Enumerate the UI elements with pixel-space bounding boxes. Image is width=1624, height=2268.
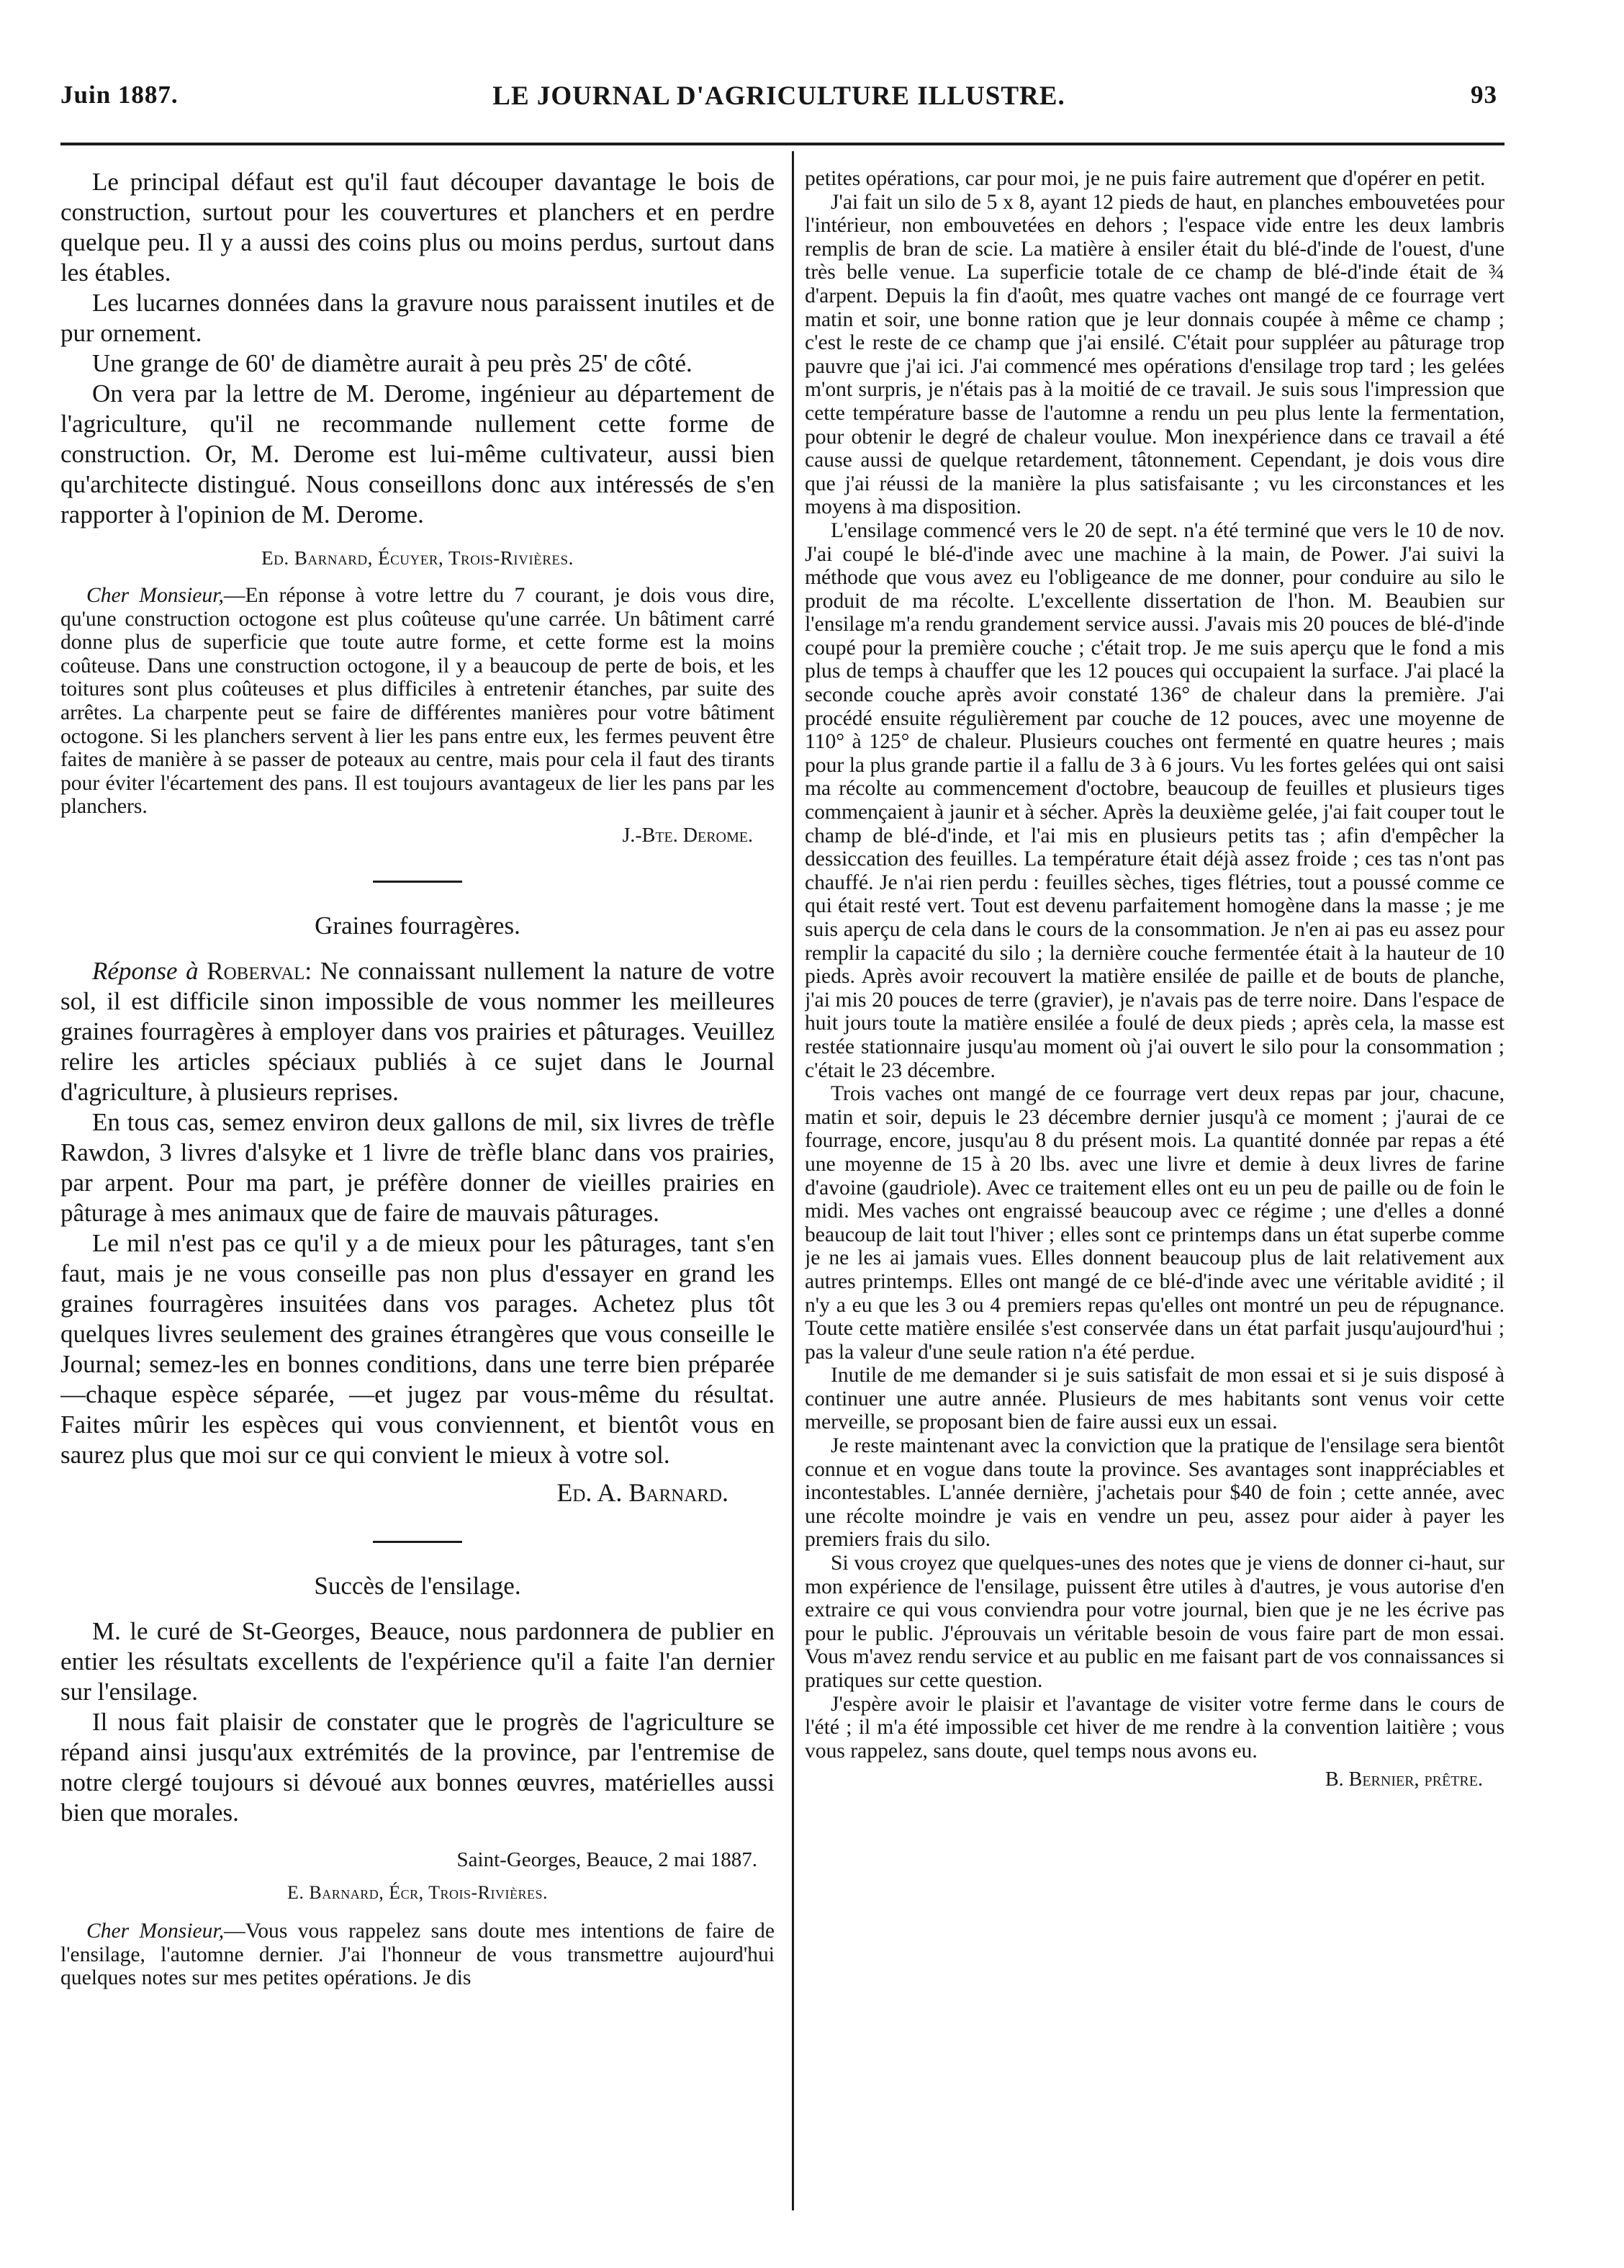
paragraph: M. le curé de St-Georges, Beauce, nous pardonnera de publier en entier les résultats excellents de l'expérience qu'il a faite l'an dernier sur l'ensilage. xyxy=(60,1616,775,1706)
paragraph: J'ai fait un silo de 5 x 8, ayant 12 pieds de haut, en planches embouvetées pour l'intérieur, non embouvetées en dehors ; l'espace vide entre les deux lambris remplis de bran de scie. La matière à ensiler était du blé-d'inde de l'ouest, d'une très belle venue. La superficie totale de ce champ de blé-d'inde était de ¾ d'arpent. Depuis la fin d'août, mes quatre vaches ont mangé de ce fourrage vert matin et soir, une bonne ration que je leur donnais coupée à même ce champ ; c'est le reste de ce champ que j'ai ensilé. C'était pour suppléer au pâturage trop pauvre que j'ai ici. J'ai commencé mes opérations d'ensilage trop tard ; les gelées m'ont surpris, je n'étais pas à la moitié de ce travail. Je suis sous l'impression que cette température basse de l'automne a rendu un peu plus lente la fermentation, pour obtenir le degré de chaleur voulue. Mon inexpérience dans ce travail a été cause aussi de quelque retardement, tâtonnement. Cependant, je dois vous dire que j'ai réussi de la manière la plus satisfaisante ; vu les circonstances et les moyens à ma disposition. xyxy=(805,190,1505,519)
letter-place-date: Saint-Georges, Beauce, 2 mai 1887. xyxy=(456,1848,757,1871)
left-column xyxy=(60,167,775,2233)
section-title-graines: Graines fourragères. xyxy=(315,911,520,940)
section-rule xyxy=(373,1541,462,1543)
paragraph: Les lucarnes données dans la gravure nous paraissent inutiles et de pur ornement. xyxy=(60,289,775,347)
letter-salutation: Cher Monsieur, xyxy=(86,1919,225,1943)
column-divider xyxy=(792,151,794,2210)
letter-salutation: Cher Monsieur, xyxy=(86,584,224,607)
paragraph: Trois vaches ont mangé de ce fourrage vert deux repas par jour, chacune, matin et soir, depuis le 23 décembre dernier jusqu'à ce moment ; j'aurai de ce fourrage, encore, jusqu'au 8 du présent mois. La quantité donnée par repas a été une moyenne de 15 à 20 lbs. avec une livre et demie à deux livres de farine d'avoine (gaudriole). Avec ce traitement elles ont eu un peu de paille ou de foin le midi. Mes vaches ont engraissé beaucoup avec ce régime ; une d'elles a donné beaucoup de lait tout l'hiver ; elles sont ce printemps dans un état superbe comme je ne les ai jamais vues. Elles donnent beaucoup plus de lait relativement aux autres printemps. Elles ont mangé de ce blé-d'inde avec une véritable avidité ; il n'y a eu que les 3 ou 4 premiers repas qu'elles ont montré un peu de répugnance. Toute cette matière ensilée s'est conservée dans un état parfait jusqu'aujourd'hui ; pas la valeur d'une seule ration n'a été perdue. xyxy=(805,1082,1505,1364)
paragraph: J'espère avoir le plaisir et l'avantage de visiter votre ferme dans le cours de l'été ; il m'a été impossible cet hiver de me rendre à la convention laitière ; vous vous rappelez, sans doute, quel temps nous avons eu. xyxy=(805,1692,1505,1763)
paragraph: Une grange de 60' de diamètre aurait à peu près 25' de côté. xyxy=(92,349,693,377)
letter-signature: B. Bernier, prêtre. xyxy=(1325,1768,1483,1791)
header-page-number: 93 xyxy=(1471,81,1497,109)
right-column xyxy=(805,167,1505,2255)
paragraph: Inutile de me demander si je suis satisfait de mon essai et si je suis disposé à continuer une autre année. Plusieurs de mes habitants sont venus voir cette merveille, se proposant bien de faire aussi eux un essai. xyxy=(805,1364,1505,1434)
paragraph: En tous cas, semez environ deux gallons de mil, six livres de trèfle Rawdon, 3 livres d'alsyke et 1 livre de trèfle blanc dans vos prairies, par arpent. Pour ma part, je préfère donner de vieilles prairies en pâturage à mes animaux que de faire de mauvais pâturages. xyxy=(60,1107,775,1227)
paragraph: Le principal défaut est qu'il faut découper davantage le bois de construction, surtout pour les couvertures et planchers et en perdre quelque peu. Il y a aussi des coins plus ou moins perdus, surtout dans les étables. xyxy=(60,168,775,287)
header-journal-title: LE JOURNAL D'AGRICULTURE ILLUSTRE. xyxy=(492,81,1065,111)
paragraph: Il nous fait plaisir de constater que le progrès de l'agriculture se répand ainsi jusqu'aux extrémités de la province, par l'entremise de notre clergé toujours si dévoué aux bonnes œuvres, matérielles aussi bien que morales. xyxy=(60,1707,775,1827)
letter-signature: J.-Bte. Derome. xyxy=(622,824,753,847)
paragraph: On vera par la lettre de M. Derome, ingénieur au département de l'agriculture, qu'il ne recommande nullement cette forme de construction. Or, M. Derome est lui-même cultivateur, aussi bien qu'architecte distingué. Nous conseillons donc aux intéressés de s'en rapporter à l'opinion de M. Derome. xyxy=(60,379,775,528)
letter-addressee: Ed. Barnard, Écuyer, Trois-Rivières. xyxy=(261,547,574,569)
paragraph: petites opérations, car pour moi, je ne puis faire autrement que d'opérer en petit. xyxy=(805,167,1486,190)
paragraph: Réponse à Roberval: Ne connaissant nullement la nature de votre sol, il est difficile sinon impossible de vous nommer les meilleures graines fourragères à employer dans vos prairies et pâturages. Veuillez relire les articles spéciaux publiés à ce sujet dans le Journal d'agriculture, à plusieurs reprises. xyxy=(60,956,775,1106)
article-signature: Ed. A. Barnard. xyxy=(556,1477,728,1507)
paragraph: Si vous croyez que quelques-unes des notes que je viens de donner ci-haut, sur mon expérience de l'ensilage, puissent être utiles à d'autres, je vous autorise d'en extraire ce qui vous conviendra pour votre journal, bien que je ne les écrive pas pour le public. J'éprouvais un véritable besoin de vous faire part de mon essai. Vous m'avez rendu service et au public en me faisant part de vos connaissances si pratiques sur cette question. xyxy=(805,1552,1505,1692)
paragraph: Le mil n'est pas ce qu'il y a de mieux pour les pâturages, tant s'en faut, mais je ne vous conseille pas non plus d'essayer en grand les graines fourragères insuitées dans vos parages. Achetez plus tôt quelques livres seulement des graines étrangères que vous conseille le Journal; semez-les en bonnes conditions, dans une terre bien préparée—chaque espèce séparée, —et jugez par vous-même du résultat. Faites mûrir les espèces qui vous conviennent, et bientôt vous en saurez plus que moi sur ce qui convient le mieux à votre sol. xyxy=(60,1228,775,1469)
header-rule xyxy=(60,143,1505,145)
paragraph: Je reste maintenant avec la conviction que la pratique de l'ensilage sera bientôt connue et en vogue dans toute la province. Ses avantages sont inappréciables et incontestables. L'année dernière, j'achetais pour $40 de foin ; cette année, avec une récolte moindre je vais en vendre un peu, assez pour aider à payer les premiers frais du silo. xyxy=(805,1434,1505,1552)
header-date: Juin 1887. xyxy=(60,81,179,109)
letter-body: Cher Monsieur,—Vous vous rappelez sans doute mes intentions de faire de l'ensilage, l'automne dernier. J'ai l'honneur de vous transmettre aujourd'hui quelques notes sur mes petites opérations. Je dis xyxy=(60,1919,775,1990)
section-rule xyxy=(373,881,462,883)
section-title-ensilage: Succès de l'ensilage. xyxy=(314,1571,521,1600)
paragraph: L'ensilage commencé vers le 20 de sept. n'a été terminé que vers le 10 de nov. J'ai coupé le blé-d'inde avec une machine à la main, de Power. J'ai suivi la méthode que vous avez eu l'obligeance de me donner, pour conduire au silo le produit de ma récolte. L'excellente dissertation de l'hon. M. Beaubien sur l'ensilage m'a rendu grandement service aussi. J'avais mis 20 pouces de blé-d'inde coupé pour la première couche ; c'était trop. Je me suis aperçu que le fond a mis plus de temps à chauffer que les 12 pouces qui occupaient la surface. J'ai placé la seconde couche après avoir constaté 136° de chaleur dans la première. J'ai procédé ensuite régulièrement par couche de 12 pouces, avec une moyenne de 110° à 125° de chaleur. Plusieurs couches ont fermenté en quatre heures ; mais pour la plus grande partie il a fallu de 3 à 6 jours. Vu les fortes gelées qui ont saisi ma récolte au commencement d'octobre, beaucoup de feuilles et plusieurs tiges commençaient à jaunir et à sécher. Après la deuxième gelée, j'ai fait couper tout le champ de blé-d'inde, et l'ai mis en plusieurs petits tas ; afin d'empêcher la dessiccation des feuilles. La température était déjà assez froide ; ces tas n'ont pas chauffé. Je n'ai rien perdu : feuilles sèches, tiges flétries, tout a poussé comme ce qui était resté vert. Tout est devenu parfaitement homogène dans la masse ; je me suis aperçu de cela dans le cours de la consommation. Je n'en ai pas eu assez pour remplir la capacité du silo ; la dernière couche fermentée était à la hauteur de 10 pieds. Après avoir recouvert la matière ensilée de paille et de bouts de planche, j'ai mis 20 pouces de terre (gravier), je n'avais pas de terre noire. Dans l'espace de huit jours toute la matière ensilée a foulé de deux pieds ; après cela, la masse est restée stationnaire jusqu'au moment où j'ai ouvert le silo pour la consommation ; c'était le 23 décembre. xyxy=(805,518,1505,1082)
letter-addressee: E. Barnard, Écr, Trois-Rivières. xyxy=(287,1881,549,1903)
page-header xyxy=(60,81,1497,127)
letter-body: Cher Monsieur,—En réponse à votre lettre du 7 courant, je dois vous dire, qu'une construction octogone est plus coûteuse qu'une carrée. Un bâtiment carré donne plus de superficie que toute autre forme, et cette forme est la moins coûteuse. Dans une construction octogone, il y a beaucoup de perte de bois, et les toitures sont plus coûteuses et plus difficiles à entretenir étanches, par suite des arrêtes. La charpente peut se faire de différentes manières pour votre bâtiment octogone. Si les planchers servent à lier les pans entre eux, les fermes peuvent être faites de manière à se passer de poteaux au centre, mais pour cela il faut des tirants pour éviter l'écartement des pans. Il est toujours avantageux de lier les pans par les planchers. xyxy=(60,584,775,819)
